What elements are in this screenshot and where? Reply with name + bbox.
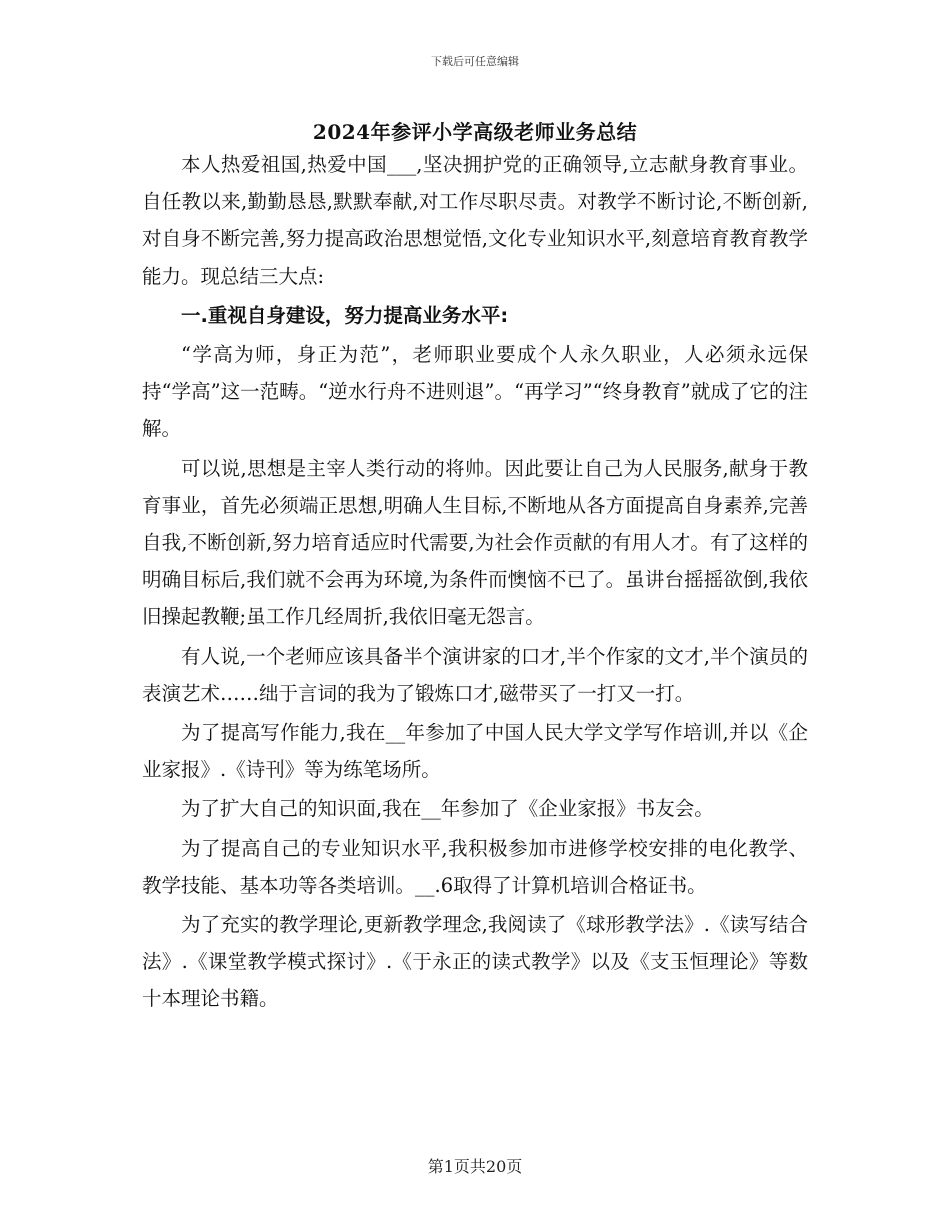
paragraph-eloquence: 有人说,一个老师应该具备半个演讲家的口才,半个作家的文才,半个演员的表演艺术……绌于言词的我为了锻炼口才,磁带买了一打又一打。 <box>142 644 808 705</box>
paragraph-knowledge: 为了扩大自己的知识面,我在__年参加了《企业家报》书友会。 <box>181 797 714 821</box>
header-note: 下载后可任意编辑 <box>431 55 519 68</box>
page-number: 第1页共20页 <box>427 1157 523 1176</box>
paragraph-thought: 可以说,思想是主宰人类行动的将帅。因此要让自己为人民服务,献身于教育事业，首先必须端正思想,明确人生目标,不断地从各方面提高自身素养,完善自我,不断创新,努力培育适应时代需要,为社会作贡献的有用人才。有了这样的明确目标后,我们就不会再为环境,为条件而懊恼不已了。虽讲台摇摇欲倒,我依旧操起教鞭;虽工作几经周折,我依旧毫无怨言。 <box>142 456 808 629</box>
paragraph-theory: 为了充实的教学理论,更新教学理念,我阅读了《球形教学法》.《读写结合法》.《课堂教学模式探讨》.《于永正的读式教学》以及《支玉恒理论》等数十本理论书籍。 <box>142 913 808 1011</box>
document-title: 2024年参评小学高级老师业务总结 <box>312 120 638 144</box>
section-heading-1: 一.重视自身建设，努力提高业务水平: <box>181 303 509 327</box>
document-body <box>142 146 808 1020</box>
paragraph-intro: 本人热爱祖国,热爱中国___,坚决拥护党的正确领导,立志献身教育事业。自任教以来,勤勤恳恳,默默奉献,对工作尽职尽责。对教学不断讨论,不断创新,对自身不断完善,努力提高政治思想觉悟,文化专业知识水平,刻意培育教育教学能力。现总结三大点: <box>142 153 808 288</box>
paragraph-learning: “学高为师，身正为范”，老师职业要成个人永久职业，人必须永远保持“学高”这一范畴。“逆水行舟不进则退”。“再学习”“终身教育”就成了它的注解。 <box>142 343 808 441</box>
paragraph-training: 为了提高自己的专业知识水平,我积极参加市进修学校安排的电化教学、教学技能、基本功等各类培训。__.6取得了计算机培训合格证书。 <box>142 836 808 897</box>
paragraph-writing: 为了提高写作能力,我在__年参加了中国人民大学文学写作培训,并以《企业家报》.《诗刊》等为练笔场所。 <box>142 721 808 782</box>
